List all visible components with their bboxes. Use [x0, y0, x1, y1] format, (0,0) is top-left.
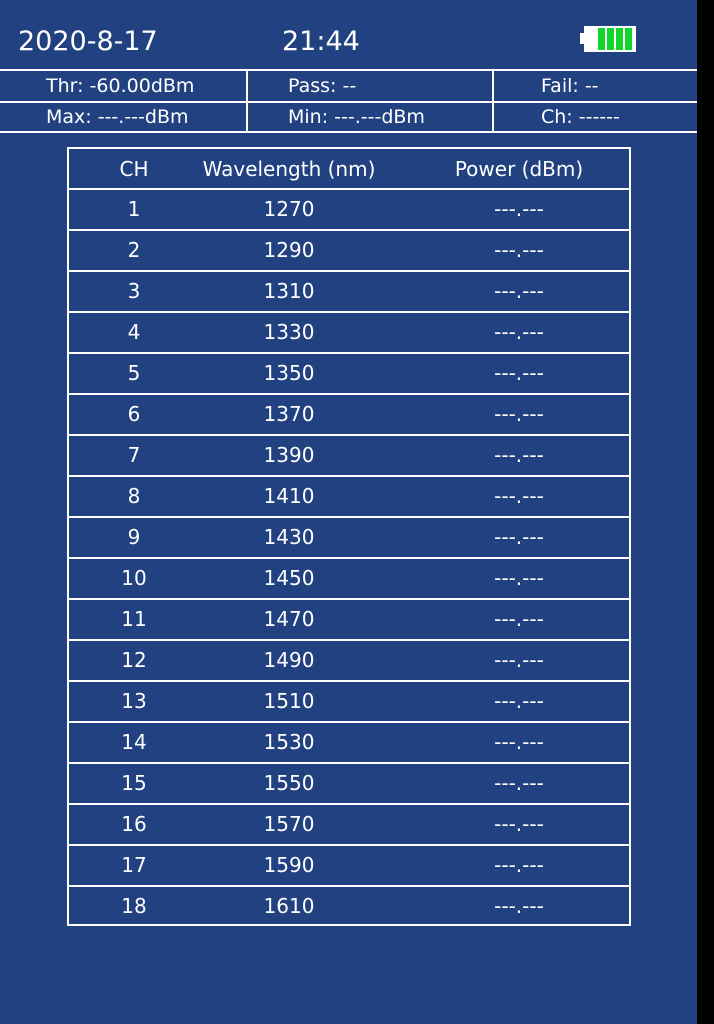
battery-level-bar: [625, 28, 632, 50]
divider: [492, 71, 494, 132]
cell-wavelength: 1470: [263, 607, 315, 631]
cell-channel: 3: [127, 279, 141, 303]
time-display: 21:44: [282, 26, 360, 57]
cell-channel: 7: [127, 443, 141, 467]
divider: [0, 69, 697, 71]
cell-wavelength: 1610: [263, 894, 315, 918]
table-row: [69, 434, 629, 475]
cell-channel: 18: [121, 894, 147, 918]
cell-power: ---.---: [494, 894, 544, 918]
table-row: [69, 270, 629, 311]
cell-channel: 13: [121, 689, 147, 713]
table-row: [69, 393, 629, 434]
table-row: [69, 311, 629, 352]
min-label: Min: ---.---dBm: [288, 106, 425, 128]
battery-level-bar: [616, 28, 623, 50]
maxmin-row: [0, 103, 697, 132]
divider: [0, 131, 697, 133]
cell-channel: 8: [127, 484, 141, 508]
cell-wavelength: 1350: [263, 361, 315, 385]
table-row: [69, 557, 629, 598]
cell-channel: 6: [127, 402, 141, 426]
divider: [246, 71, 248, 132]
column-header-power: Power (dBm): [454, 157, 584, 181]
cell-power: ---.---: [494, 607, 544, 631]
cell-power: ---.---: [494, 197, 544, 221]
cell-wavelength: 1590: [263, 853, 315, 877]
cell-power: ---.---: [494, 853, 544, 877]
cell-channel: 9: [127, 525, 141, 549]
cell-power: ---.---: [494, 279, 544, 303]
column-header-wavelength: Wavelength (nm): [202, 157, 376, 181]
cell-power: ---.---: [494, 484, 544, 508]
table-row: [69, 844, 629, 885]
cell-power: ---.---: [494, 566, 544, 590]
fail-label: Fail: --: [541, 75, 599, 97]
channel-label: Ch: ------: [541, 106, 620, 128]
cell-power: ---.---: [494, 730, 544, 754]
cell-wavelength: 1390: [263, 443, 315, 467]
date-display: 2020-8-17: [18, 26, 158, 57]
cell-channel: 11: [121, 607, 147, 631]
table-row: [69, 803, 629, 844]
table-row: [69, 229, 629, 270]
cell-wavelength: 1490: [263, 648, 315, 672]
pass-label: Pass: --: [288, 75, 357, 97]
cell-wavelength: 1530: [263, 730, 315, 754]
cell-power: ---.---: [494, 320, 544, 344]
cell-power: ---.---: [494, 402, 544, 426]
cell-wavelength: 1430: [263, 525, 315, 549]
column-header-ch: CH: [119, 157, 149, 181]
battery-level-bar: [598, 28, 605, 50]
cell-channel: 14: [121, 730, 147, 754]
cell-power: ---.---: [494, 689, 544, 713]
cell-wavelength: 1270: [263, 197, 315, 221]
cell-channel: 1: [127, 197, 141, 221]
threshold-row: [0, 72, 697, 101]
cell-channel: 15: [121, 771, 147, 795]
table-row: [69, 598, 629, 639]
channel-table: [67, 147, 631, 926]
table-row: [69, 639, 629, 680]
table-row: [69, 516, 629, 557]
status-bar: [0, 0, 697, 70]
table-row: [69, 721, 629, 762]
cell-channel: 16: [121, 812, 147, 836]
table-row: [69, 885, 629, 926]
table-row: [69, 352, 629, 393]
cell-wavelength: 1310: [263, 279, 315, 303]
cell-wavelength: 1570: [263, 812, 315, 836]
battery-level-bar: [607, 28, 614, 50]
cell-channel: 17: [121, 853, 147, 877]
cell-wavelength: 1550: [263, 771, 315, 795]
cell-power: ---.---: [494, 361, 544, 385]
max-label: Max: ---.---dBm: [46, 106, 189, 128]
cell-wavelength: 1450: [263, 566, 315, 590]
cell-wavelength: 1510: [263, 689, 315, 713]
battery-icon: [580, 26, 636, 52]
cell-channel: 12: [121, 648, 147, 672]
cell-power: ---.---: [494, 238, 544, 262]
cell-channel: 5: [127, 361, 141, 385]
table-row: [69, 680, 629, 721]
cell-power: ---.---: [494, 812, 544, 836]
cell-power: ---.---: [494, 771, 544, 795]
cell-wavelength: 1330: [263, 320, 315, 344]
cell-power: ---.---: [494, 525, 544, 549]
table-row: [69, 188, 629, 229]
cell-channel: 2: [127, 238, 141, 262]
cell-wavelength: 1410: [263, 484, 315, 508]
cell-channel: 10: [121, 566, 147, 590]
threshold-label: Thr: -60.00dBm: [46, 75, 195, 97]
table-row: [69, 475, 629, 516]
cell-power: ---.---: [494, 443, 544, 467]
table-header: [69, 149, 629, 190]
table-row: [69, 762, 629, 803]
cell-wavelength: 1290: [263, 238, 315, 262]
cell-power: ---.---: [494, 648, 544, 672]
cell-wavelength: 1370: [263, 402, 315, 426]
cell-channel: 4: [127, 320, 141, 344]
